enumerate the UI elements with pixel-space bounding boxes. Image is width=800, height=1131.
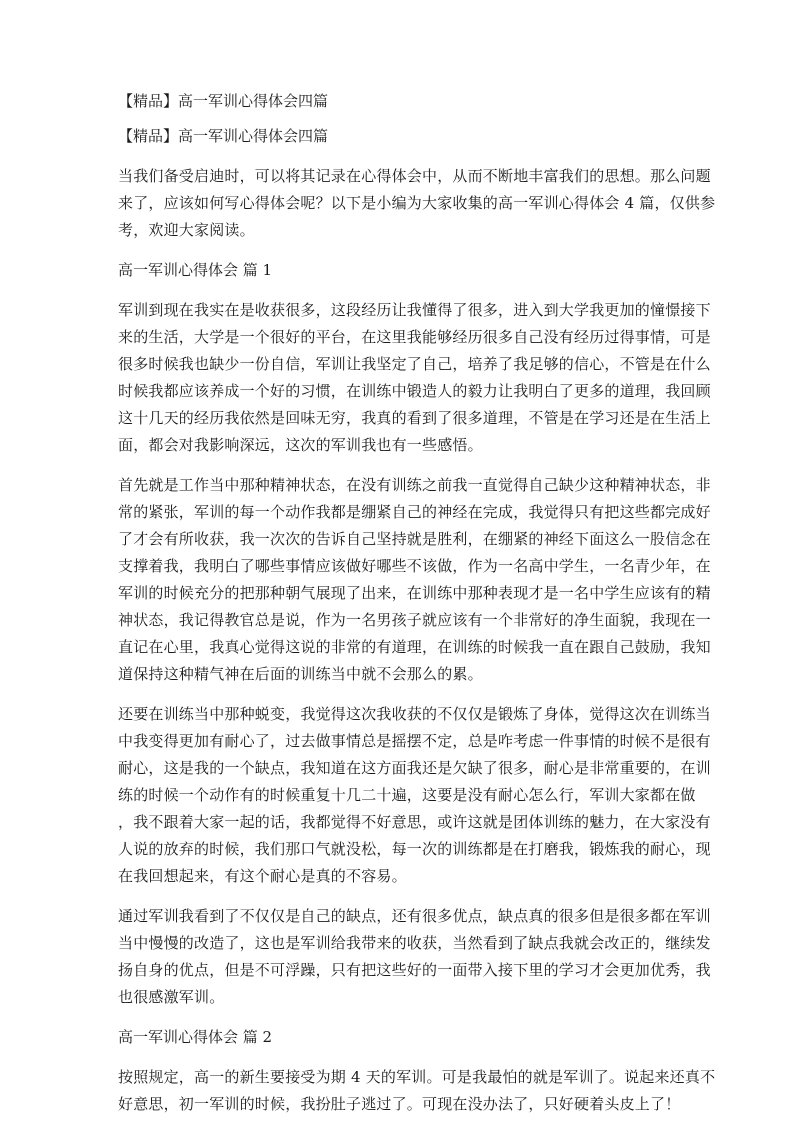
text-line: 扬自身的优点，但是不可浮躁，只有把这些好的一面带入接下里的学习才会更加优秀，我 <box>118 961 711 979</box>
section-1-paragraph-2 <box>118 472 711 688</box>
text-line: 还要在训练当中那种蜕变，我觉得这次我收获的不仅仅是锻炼了身体，觉得这次在训练当 <box>118 705 711 723</box>
text-line: 来的生活，大学是一个很好的平台，在这里我能够经历很多自己没有经历过得事情，可是 <box>118 328 711 346</box>
text-line: 了才会有所收获，我一次次的告诉自己坚持就是胜利，在绷紧的神经下面这么一股信念在 <box>118 530 711 548</box>
text-line: 当我们备受启迪时，可以将其记录在心得体会中，从而不断地丰富我们的思想。那么问题 <box>118 167 711 185</box>
text-line: 也很感激军训。 <box>118 988 225 1006</box>
text-line: 中我变得更加有耐心了，过去做事情总是摇摆不定，总是咋考虑一件事情的时候不是很有 <box>118 732 711 750</box>
text-line: 这十几天的经历我依然是回味无穷，我真的看到了很多道理，不管是在学习还是在生活上 <box>118 409 711 427</box>
text-line: 在我回想起来，有这个耐心是真的不容易。 <box>118 867 407 885</box>
intro-paragraph <box>118 163 716 244</box>
document-page <box>118 88 716 1131</box>
text-line: 军训到现在我实在是收获很多，这段经历让我懂得了很多，进入到大学我更加的憧憬接下 <box>118 301 711 319</box>
text-line: 首先就是工作当中那种精神状态，在没有训练之前我一直觉得自己缺少这种精神状态，非 <box>118 476 711 494</box>
text-line: 直记在心里，我真心觉得这说的非常的有道理，在训练的时候我一直在跟自己鼓励，我知 <box>118 638 711 656</box>
text-line: 好意思，初一军训的时候，我扮肚子逃过了。可现在没办法了，只好硬着头皮上了！ <box>118 1095 681 1113</box>
document-title-1: 【精品】高一军训心得体会四篇 <box>118 92 329 110</box>
section-2-heading: 高一军训心得体会 篇 2 <box>118 1028 273 1046</box>
document-title-2: 【精品】高一军训心得体会四篇 <box>118 127 329 145</box>
section-1-paragraph-3 <box>118 701 711 890</box>
section-1-paragraph-1 <box>118 297 711 459</box>
text-line: 练的时候一个动作有的时候重复十几二十遍，这要是没有耐心怎么行，军训大家都在做 <box>118 786 696 804</box>
text-line: 道保持这种精气神在后面的训练当中就不会那么的累。 <box>118 665 483 683</box>
text-line: 支撑着我，我明白了哪些事情应该做好哪些不该做，作为一名高中学生，一名青少年，在 <box>118 557 711 575</box>
text-line: 神状态，我记得教官总是说，作为一名男孩子就应该有一个非常好的净生面貌，我现在一 <box>118 611 711 629</box>
section-1-paragraph-4 <box>118 903 711 1011</box>
text-line: 常的紧张，军训的每一个动作我都是绷紧自己的神经在完成，我觉得只有把这些都完成好 <box>118 503 711 521</box>
section-2-paragraph-1 <box>118 1064 716 1118</box>
text-line: 来了，应该如何写心得体会呢？以下是小编为大家收集的高一军训心得体会 4 篇，仅供参 <box>118 194 716 212</box>
text-line: 面，都会对我影响深远，这次的军训我也有一些感悟。 <box>118 436 483 454</box>
text-line: ，我不跟着大家一起的话，我都觉得不好意思，或许这就是团体训练的魅力，在大家没有 <box>118 813 711 831</box>
text-line: 通过军训我看到了不仅仅是自己的缺点，还有很多优点，缺点真的很多但是很多都在军训 <box>118 907 711 925</box>
text-line: 时候我都应该养成一个好的习惯，在训练中锻造人的毅力让我明白了更多的道理，我回顾 <box>118 382 711 400</box>
text-line: 很多时候我也缺少一份自信，军训让我坚定了自己，培养了我足够的信心，不管是在什么 <box>118 355 711 373</box>
text-line: 当中慢慢的改造了，这也是军训给我带来的收获，当然看到了缺点我就会改正的，继续发 <box>118 934 711 952</box>
text-line: 耐心，这是我的一个缺点，我知道在这方面我还是欠缺了很多，耐心是非常重要的，在训 <box>118 759 711 777</box>
section-1-heading: 高一军训心得体会 篇 1 <box>118 261 273 279</box>
text-line: 按照规定，高一的新生要接受为期 4 天的军训。可是我最怕的就是军训了。说起来还真不 <box>118 1068 716 1086</box>
text-line: 人说的放弃的时候，我们那口气就没松，每一次的训练都是在打磨我，锻炼我的耐心，现 <box>118 840 711 858</box>
text-line: 军训的时候充分的把那种朝气展现了出来，在训练中那种表现才是一名中学生应该有的精 <box>118 584 711 602</box>
text-line: 考，欢迎大家阅读。 <box>118 221 255 239</box>
